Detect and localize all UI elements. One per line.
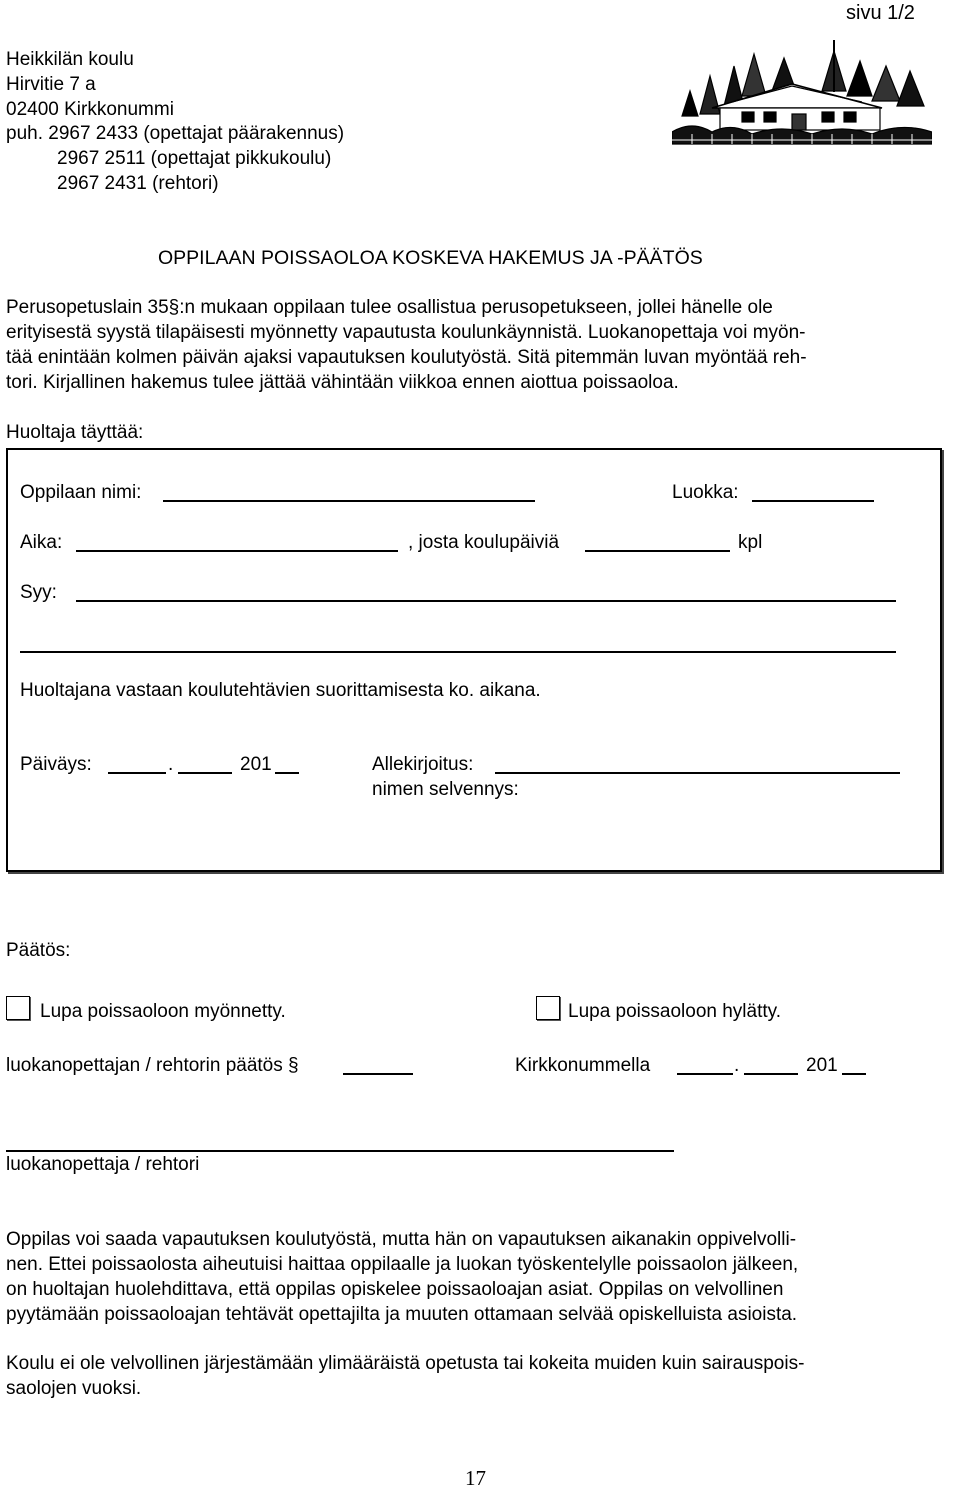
school-days-field[interactable] [585, 532, 730, 552]
school-building-illustration [672, 36, 932, 148]
decision-year-prefix: 201 [806, 1055, 838, 1076]
rejected-checkbox[interactable] [536, 996, 560, 1020]
date-label: Päiväys: [20, 754, 92, 775]
intro-line: erityisestä syystä tilapäisesti myönnetty vapautusta koulunkäynnistä. Luokanopettaja voi myön- [6, 322, 806, 343]
intro-line: tori. Kirjallinen hakemus tulee jättää vähintään viikkoa ennen aiottua poissaoloa. [6, 372, 679, 393]
note-line: nen. Ettei poissaolosta aiheutuisi haittaa oppilaalle ja luokan työskentelylle poissaolon jälkeen, [6, 1254, 799, 1275]
school-phone-principal: 2967 2431 (rehtori) [57, 173, 219, 194]
reason-label: Syy: [20, 582, 57, 603]
decision-day-field[interactable] [677, 1055, 733, 1075]
date-year-field[interactable] [275, 754, 299, 774]
page-indicator: sivu 1/2 [846, 2, 915, 24]
class-field[interactable] [752, 482, 874, 502]
unit-label: kpl [738, 532, 763, 553]
signature-label: Allekirjoitus: [372, 754, 474, 775]
page-number: 17 [465, 1466, 486, 1490]
responsibility-statement: Huoltajana vastaan koulutehtävien suorittamisesta ko. aikana. [20, 680, 541, 701]
decision-section-field[interactable] [343, 1055, 413, 1075]
date-month-field[interactable] [178, 754, 232, 774]
signature-field[interactable] [495, 754, 900, 774]
note-line: saolojen vuoksi. [6, 1378, 142, 1399]
decision-signature-field[interactable] [6, 1132, 674, 1152]
student-name-label: Oppilaan nimi: [20, 482, 142, 503]
page-title: OPPILAAN POISSAOLOA KOSKEVA HAKEMUS JA -PÄÄTÖS [158, 247, 703, 269]
intro-line: tää enintään kolmen päivän ajaksi vapautuksen koulutyöstä. Sitä pitemmän luvan myöntää reh- [6, 347, 807, 368]
note-line: Koulu ei ole velvollinen järjestämään ylimääräistä opetusta tai kokeita muiden kuin sairauspois- [6, 1353, 805, 1374]
time-label: Aika: [20, 532, 63, 553]
intro-line: Perusopetuslain 35§:n mukaan oppilaan tulee osallistua perusopetukseen, jollei hänelle ole [6, 297, 773, 318]
decision-date-separator: . [734, 1055, 740, 1076]
decision-place-label: Kirkkonummella [515, 1055, 651, 1076]
name-clarification-label: nimen selvennys: [372, 779, 519, 800]
note-line: on huoltajan huolehdittava, että oppilas opiskelee poissaoloajan asiat. Oppilas on velvollinen [6, 1279, 784, 1300]
guardian-heading: Huoltaja täyttää: [6, 422, 144, 443]
rejected-label: Lupa poissaoloon hylätty. [568, 1001, 782, 1022]
school-street: Hirvitie 7 a [6, 74, 96, 95]
school-phone-small: 2967 2511 (opettajat pikkukoulu) [57, 148, 332, 169]
school-postal: 02400 Kirkkonummi [6, 99, 174, 120]
note-line: pyytämään poissaoloajan tehtävät opettajilta ja muuten ottamaan selvää opiskelluista asioista. [6, 1304, 798, 1325]
school-days-label: , josta koulupäiviä [408, 532, 560, 553]
guardian-form-box [6, 448, 942, 872]
decision-month-field[interactable] [744, 1055, 798, 1075]
school-phone-main: puh. 2967 2433 (opettajat päärakennus) [6, 123, 345, 144]
note-line: Oppilas voi saada vapautuksen koulutyöstä, mutta hän on vapautuksen aikanakin oppivelvolli- [6, 1229, 797, 1250]
student-name-field[interactable] [163, 482, 535, 502]
date-day-field[interactable] [108, 754, 166, 774]
reason-field-extra[interactable] [20, 633, 896, 653]
approved-checkbox[interactable] [6, 996, 30, 1020]
class-label: Luokka: [672, 482, 739, 503]
decision-by-label: luokanopettajan / rehtorin päätös § [6, 1055, 299, 1076]
decision-heading: Päätös: [6, 940, 71, 961]
school-name: Heikkilän koulu [6, 49, 134, 70]
decision-year-field[interactable] [842, 1055, 866, 1075]
time-field[interactable] [76, 532, 398, 552]
date-separator: . [168, 754, 174, 775]
reason-field[interactable] [76, 582, 896, 602]
approved-label: Lupa poissaoloon myönnetty. [40, 1001, 286, 1022]
date-year-prefix: 201 [240, 754, 272, 775]
decision-signer-label: luokanopettaja / rehtori [6, 1154, 200, 1175]
